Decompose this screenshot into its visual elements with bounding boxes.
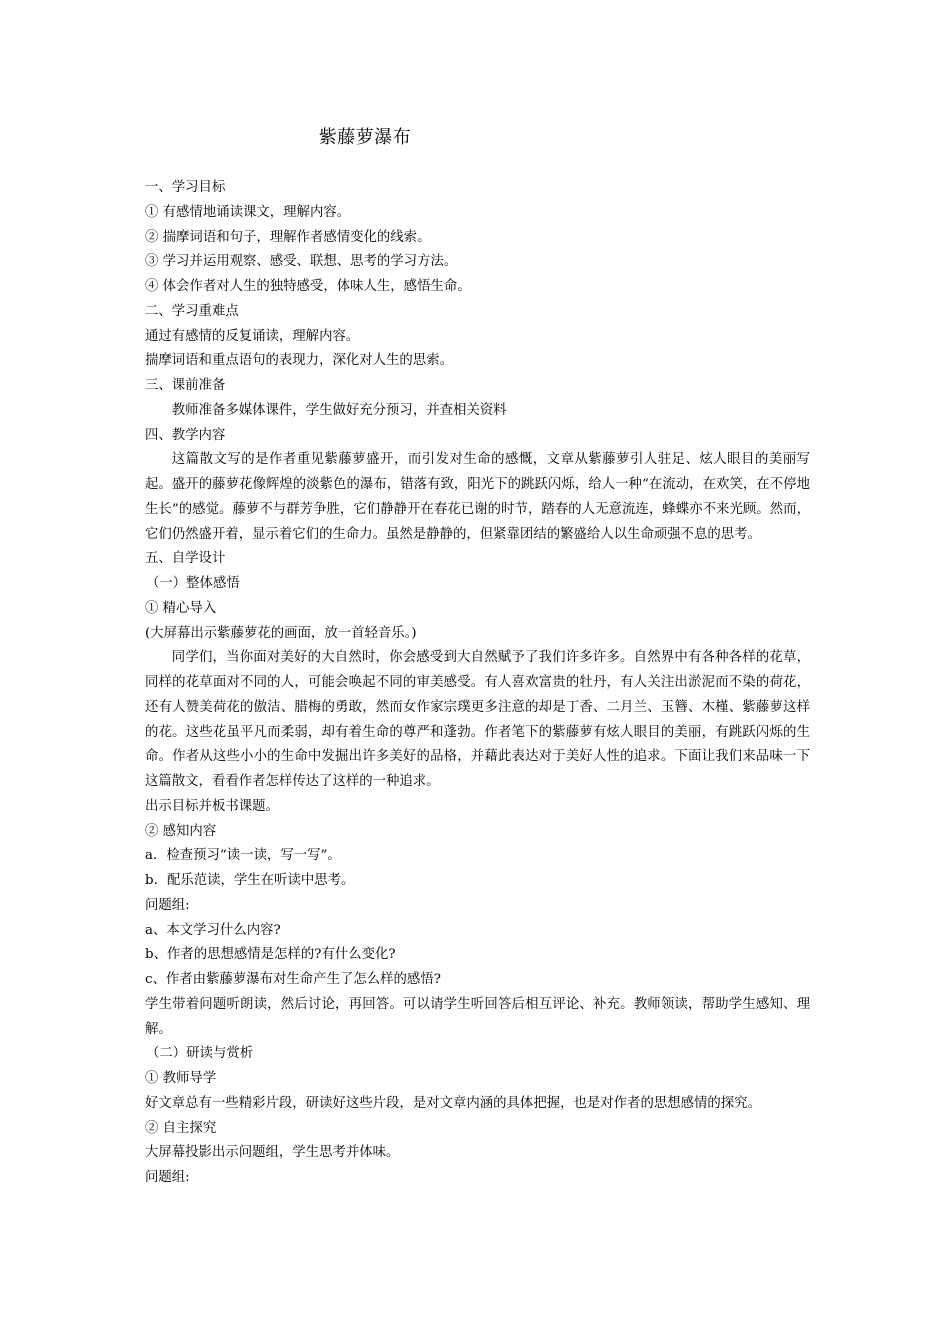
question-group-label: 问题组: [145,897,190,913]
key-point-item: 揣摩词语和重点语句的表现力，深化对人生的思索。 [145,353,453,369]
stage-direction: (大屏幕出示紫藤萝花的画面，放一首轻音乐。) [145,625,417,641]
body-text: 大屏幕投影出示问题组，学生思考并体味。 [145,1145,400,1161]
subsection-heading-analysis: （二）研读与赏析 [146,1046,254,1062]
objective-item: ③ 学习并运用观察、感受、联想、思考的学习方法。 [145,254,458,270]
section-heading-teaching-content: 四、教学内容 [145,427,226,443]
step-heading: ① 教师导学 [145,1071,217,1086]
question-item: c、作者由紫藤萝瀑布对生命产生了怎么样的感悟? [145,972,441,987]
key-point-item: 通过有感情的反复诵读，理解内容。 [145,328,360,344]
section-heading-preparation: 三、课前准备 [145,378,226,393]
objective-item: ④ 体会作者对人生的独特感受，体味人生，感悟生命。 [145,279,471,294]
question-group-label: 问题组: [145,1170,190,1185]
preparation-text: 教师准备多媒体课件，学生做好充分预习，并查相关资料 [171,402,507,418]
discussion-paragraph: 学生带着问题听朗读，然后讨论，再回答。可以请学生听回答后相互评论、补充。教师领读，帮助学生感知、理解。 [145,996,810,1037]
activity-item: a．检查预习“读一读，写一写”。 [145,848,341,864]
activity-item: b．配乐范读，学生在听读中思考。 [145,873,355,888]
document-title: 紫藤萝瀑布 [318,127,412,148]
section-heading-objectives: 一、学习目标 [145,180,226,195]
step-heading: ② 自主探究 [145,1120,217,1136]
document-body [145,176,810,1191]
step-heading: ① 精心导入 [145,600,217,616]
body-text: 出示目标并板书课题。 [145,798,279,814]
subsection-heading-overall: （一）整体感悟 [146,576,240,591]
question-item: a、本文学习什么内容? [145,922,281,938]
introduction-paragraph: 同学们，当你面对美好的大自然时，你会感受到大自然赋予了我们许多许多。自然界中有各种各样的花草，同样的花草面对不同的人，可能会唤起不同的审美感受。有人喜欢富贵的牡丹，有人关注出淤泥而不染的荷花，还有人赞美荷花的傲洁、腊梅的勇敢，然而女作家宗璞更多注意的却是丁香、二月兰、玉簪、木槿、紫藤萝这样的花。这些花虽平凡而柔弱，却有着生命的尊严和蓬勃。作者笔下的紫藤萝有炫人眼目的美丽，有跳跃闪烁的生命。作者从这些小小的生命中发掘出许多美好的品格，并藉此表达对于美好人性的追求。下面让我们来品味一下这篇散文，看看作者怎样传达了这样的一种追求。 [145,650,810,789]
objective-item: ② 揣摩词语和句子，理解作者感情变化的线索。 [145,229,431,245]
teaching-content-paragraph: 这篇散文写的是作者重见紫藤萝盛开，而引发对生命的感慨，文章从紫藤萝引人驻足、炫人眼目的美丽写起。盛开的藤萝花像辉煌的淡紫色的瀑布，错落有致，阳光下的跳跃闪烁，给人一种“在流动，在欢笑，在不停地生长”的感觉。藤萝不与群芳争胜，它们静静开在春花已谢的时节，踏春的人无意流连，蜂蝶亦不来光顾。然而，它们仍然盛开着，显示着它们的生命力。虽然是静静的，但紧靠团结的繁盛给人以生命顽强不息的思考。 [145,452,810,542]
section-heading-key-points: 二、学习重难点 [145,303,239,319]
body-text: 好文章总有一些精彩片段，研读好这些片段，是对文章内涵的具体把握，也是对作者的思想感情的探究。 [145,1095,761,1111]
objective-item: ① 有感情地诵读课文，理解内容。 [145,204,351,220]
step-heading: ② 感知内容 [145,823,217,839]
section-heading-self-study: 五、自学设计 [145,551,226,567]
question-item: b、作者的思想感情是怎样的?有什么变化? [145,947,396,963]
